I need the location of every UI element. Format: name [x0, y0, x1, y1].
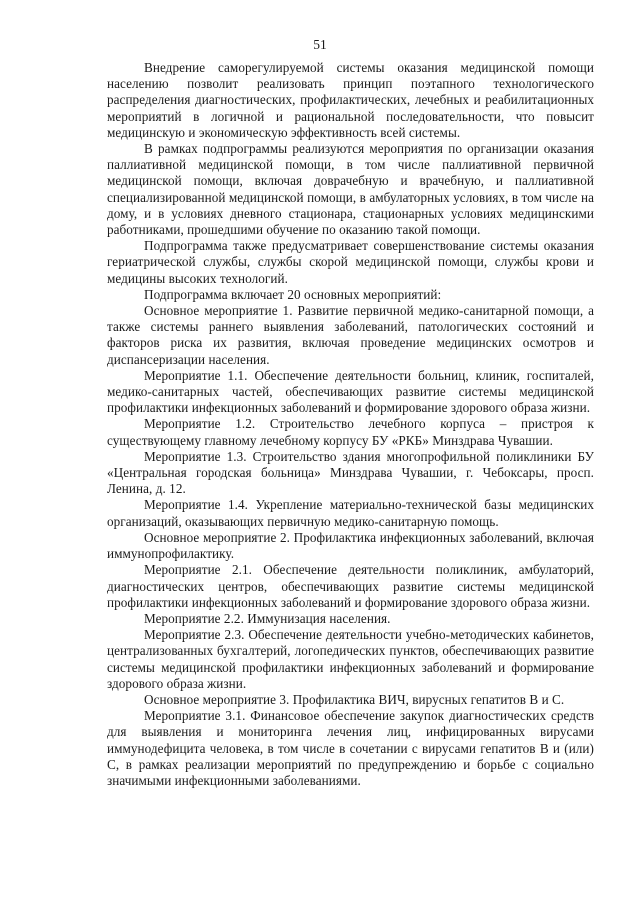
- paragraph: Основное мероприятие 3. Профилактика ВИЧ, вирусных гепатитов В и С.: [144, 691, 565, 707]
- paragraph: Мероприятие 2.1. Обеспечение деятельности поликлиник, амбулаторий, диагностических центров, обеспечивающих развитие системы медицинской профилактики инфекционных заболеваний и формирование здорового образа жизни.: [107, 562, 594, 610]
- paragraph: Мероприятие 1.1. Обеспечение деятельности больниц, клиник, госпиталей, медико-санитарных частей, обеспечивающих развитие системы медицинской профилактики инфекционных заболеваний и формирование здорового образа жизни.: [107, 367, 594, 416]
- paragraph: Подпрограмма также предусматривает совершенствование системы оказания гериатрической службы, службы скорой медицинской помощи, службы крови и медицины высоких технологий.: [107, 238, 594, 286]
- paragraph: Мероприятие 1.2. Строительство лечебного корпуса – пристроя к существующему главному лечебному корпусу БУ «РКБ» Минздрава Чувашии.: [107, 416, 594, 448]
- paragraph: Внедрение саморегулируемой системы оказания медицинской помощи населению позволит реализовать принцип поэтапного технологического распределения диагностических, профилактических, лечебных и реабилитационных мероприятий в логичной и рациональной последовательности, что повысит медицинскую и экономическую эффективность всей системы.: [107, 60, 594, 140]
- paragraph: Основное мероприятие 2. Профилактика инфекционных заболеваний, включая иммунопрофилактику.: [107, 529, 594, 562]
- body-text: [107, 60, 594, 789]
- paragraph: Мероприятие 1.4. Укрепление материально-технической базы медицинских организаций, оказывающих первичную медико-санитарную помощь.: [107, 497, 594, 529]
- paragraph: В рамках подпрограммы реализуются мероприятия по организации оказания паллиативной медицинской помощи, в том числе паллиативной первичной медицинской помощи, включая доврачебную и врачебную, и паллиативной специализированной медицинской помощи, в амбулаторных условиях, в том числе на дому, и в условиях дневного стационара, стационарных условиях медицинскими работниками, прошедшими обучение по оказанию такой помощи.: [107, 141, 594, 238]
- paragraph: Мероприятие 3.1. Финансовое обеспечение закупок диагностических средств для выявления и мониторинга лечения лиц, инфицированных вирусами иммунодефицита человека, в том числе в сочетании с вирусами гепатитов В и (или) С, в рамках реализации мероприятий по предупреждению и борьбе с социально значимыми инфекционными заболеваниями.: [107, 708, 594, 788]
- page-number: 51: [313, 37, 327, 52]
- paragraph: Мероприятие 1.3. Строительство здания многопрофильной поликлиники БУ «Центральная городская больница» Минздрава Чувашии, г. Чебоксары, просп. Ленина, д. 12.: [107, 448, 594, 497]
- paragraph: Мероприятие 2.2. Иммунизация населения.: [144, 610, 391, 626]
- paragraph: Основное мероприятие 1. Развитие первичной медико-санитарной помощи, а также системы раннего выявления заболеваний, патологических состояний и факторов риска их развития, включая проведение медицинских осмотров и диспансеризации населения.: [107, 303, 594, 367]
- paragraph: Подпрограмма включает 20 основных мероприятий:: [144, 286, 442, 302]
- paragraph: Мероприятие 2.3. Обеспечение деятельности учебно-методических кабинетов, централизованных бухгалтерий, логопедических пунктов, обеспечивающих развитие системы медицинской профилактики инфекционных заболеваний и формирование здорового образа жизни.: [107, 627, 594, 691]
